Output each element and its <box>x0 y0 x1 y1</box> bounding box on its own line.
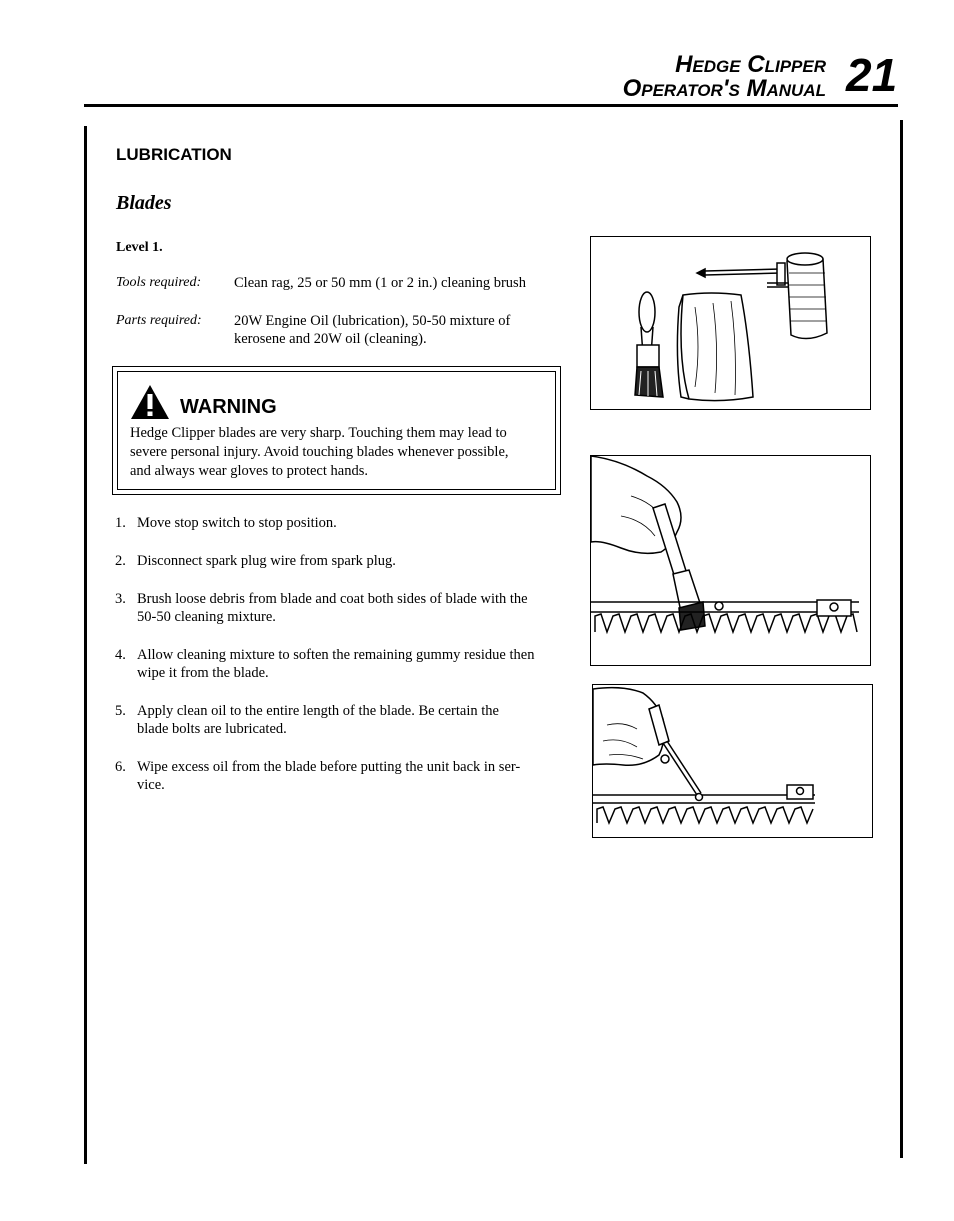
brush-icon <box>635 292 663 397</box>
parts-value <box>234 312 510 348</box>
section-heading: LUBRICATION <box>116 145 232 164</box>
manual-title-line2: Operator's Manual <box>622 75 826 102</box>
warning-title: WARNING <box>180 396 277 418</box>
parts-value-line2: kerosene and 20W oil (cleaning). <box>234 331 427 347</box>
step-item: 3. Brush loose debris from blade and coat both sides of blade with the 50-50 cleaning mixture. <box>115 591 528 625</box>
steps-list <box>115 514 575 814</box>
right-margin-rule <box>900 120 903 1158</box>
step-item: 1. Move stop switch to stop position. <box>115 515 337 531</box>
parts-label: Parts required: <box>116 313 202 328</box>
warning-text-line1: Hedge Clipper blades are very sharp. Touching them may lead to <box>130 425 507 441</box>
level-label: Level 1. <box>116 240 163 255</box>
parts-value-line1: 20W Engine Oil (lubrication), 50-50 mixture of <box>234 313 511 329</box>
page-number: 21 <box>846 49 898 101</box>
warning-text-line2: severe personal injury. Avoid touching blades whenever possible, <box>130 444 509 460</box>
manual-title-line1: Hedge Clipper <box>675 51 826 78</box>
warning-box-inner <box>117 371 556 490</box>
tools-value: Clean rag, 25 or 50 mm (1 or 2 in.) cleaning brush <box>234 275 526 291</box>
warning-text-line3: and always wear gloves to protect hands. <box>130 463 368 479</box>
warning-box <box>112 366 561 495</box>
figure-oiling-blade <box>592 684 873 838</box>
header-rule <box>84 104 898 107</box>
blade-icon <box>593 785 815 823</box>
warning-text <box>130 424 550 480</box>
step-item: 6. Wipe excess oil from the blade before putting the unit back in ser- vice. <box>115 759 521 793</box>
warning-triangle-icon <box>130 384 170 420</box>
step-item: 4. Allow cleaning mixture to soften the remaining gummy residue then wipe it from the blade. <box>115 647 535 681</box>
figure-brushing-blade <box>590 455 871 666</box>
section-subheading: Blades <box>116 192 172 214</box>
blade-icon <box>591 600 859 632</box>
left-margin-rule <box>84 126 87 1164</box>
step-item: 2. Disconnect spark plug wire from spark plug. <box>115 553 396 569</box>
step-item: 5. Apply clean oil to the entire length of the blade. Be certain the blade bolts are lubricated. <box>115 703 499 737</box>
tools-label: Tools required: <box>116 275 202 290</box>
figure-tools <box>590 236 871 410</box>
rag-icon <box>677 293 753 401</box>
